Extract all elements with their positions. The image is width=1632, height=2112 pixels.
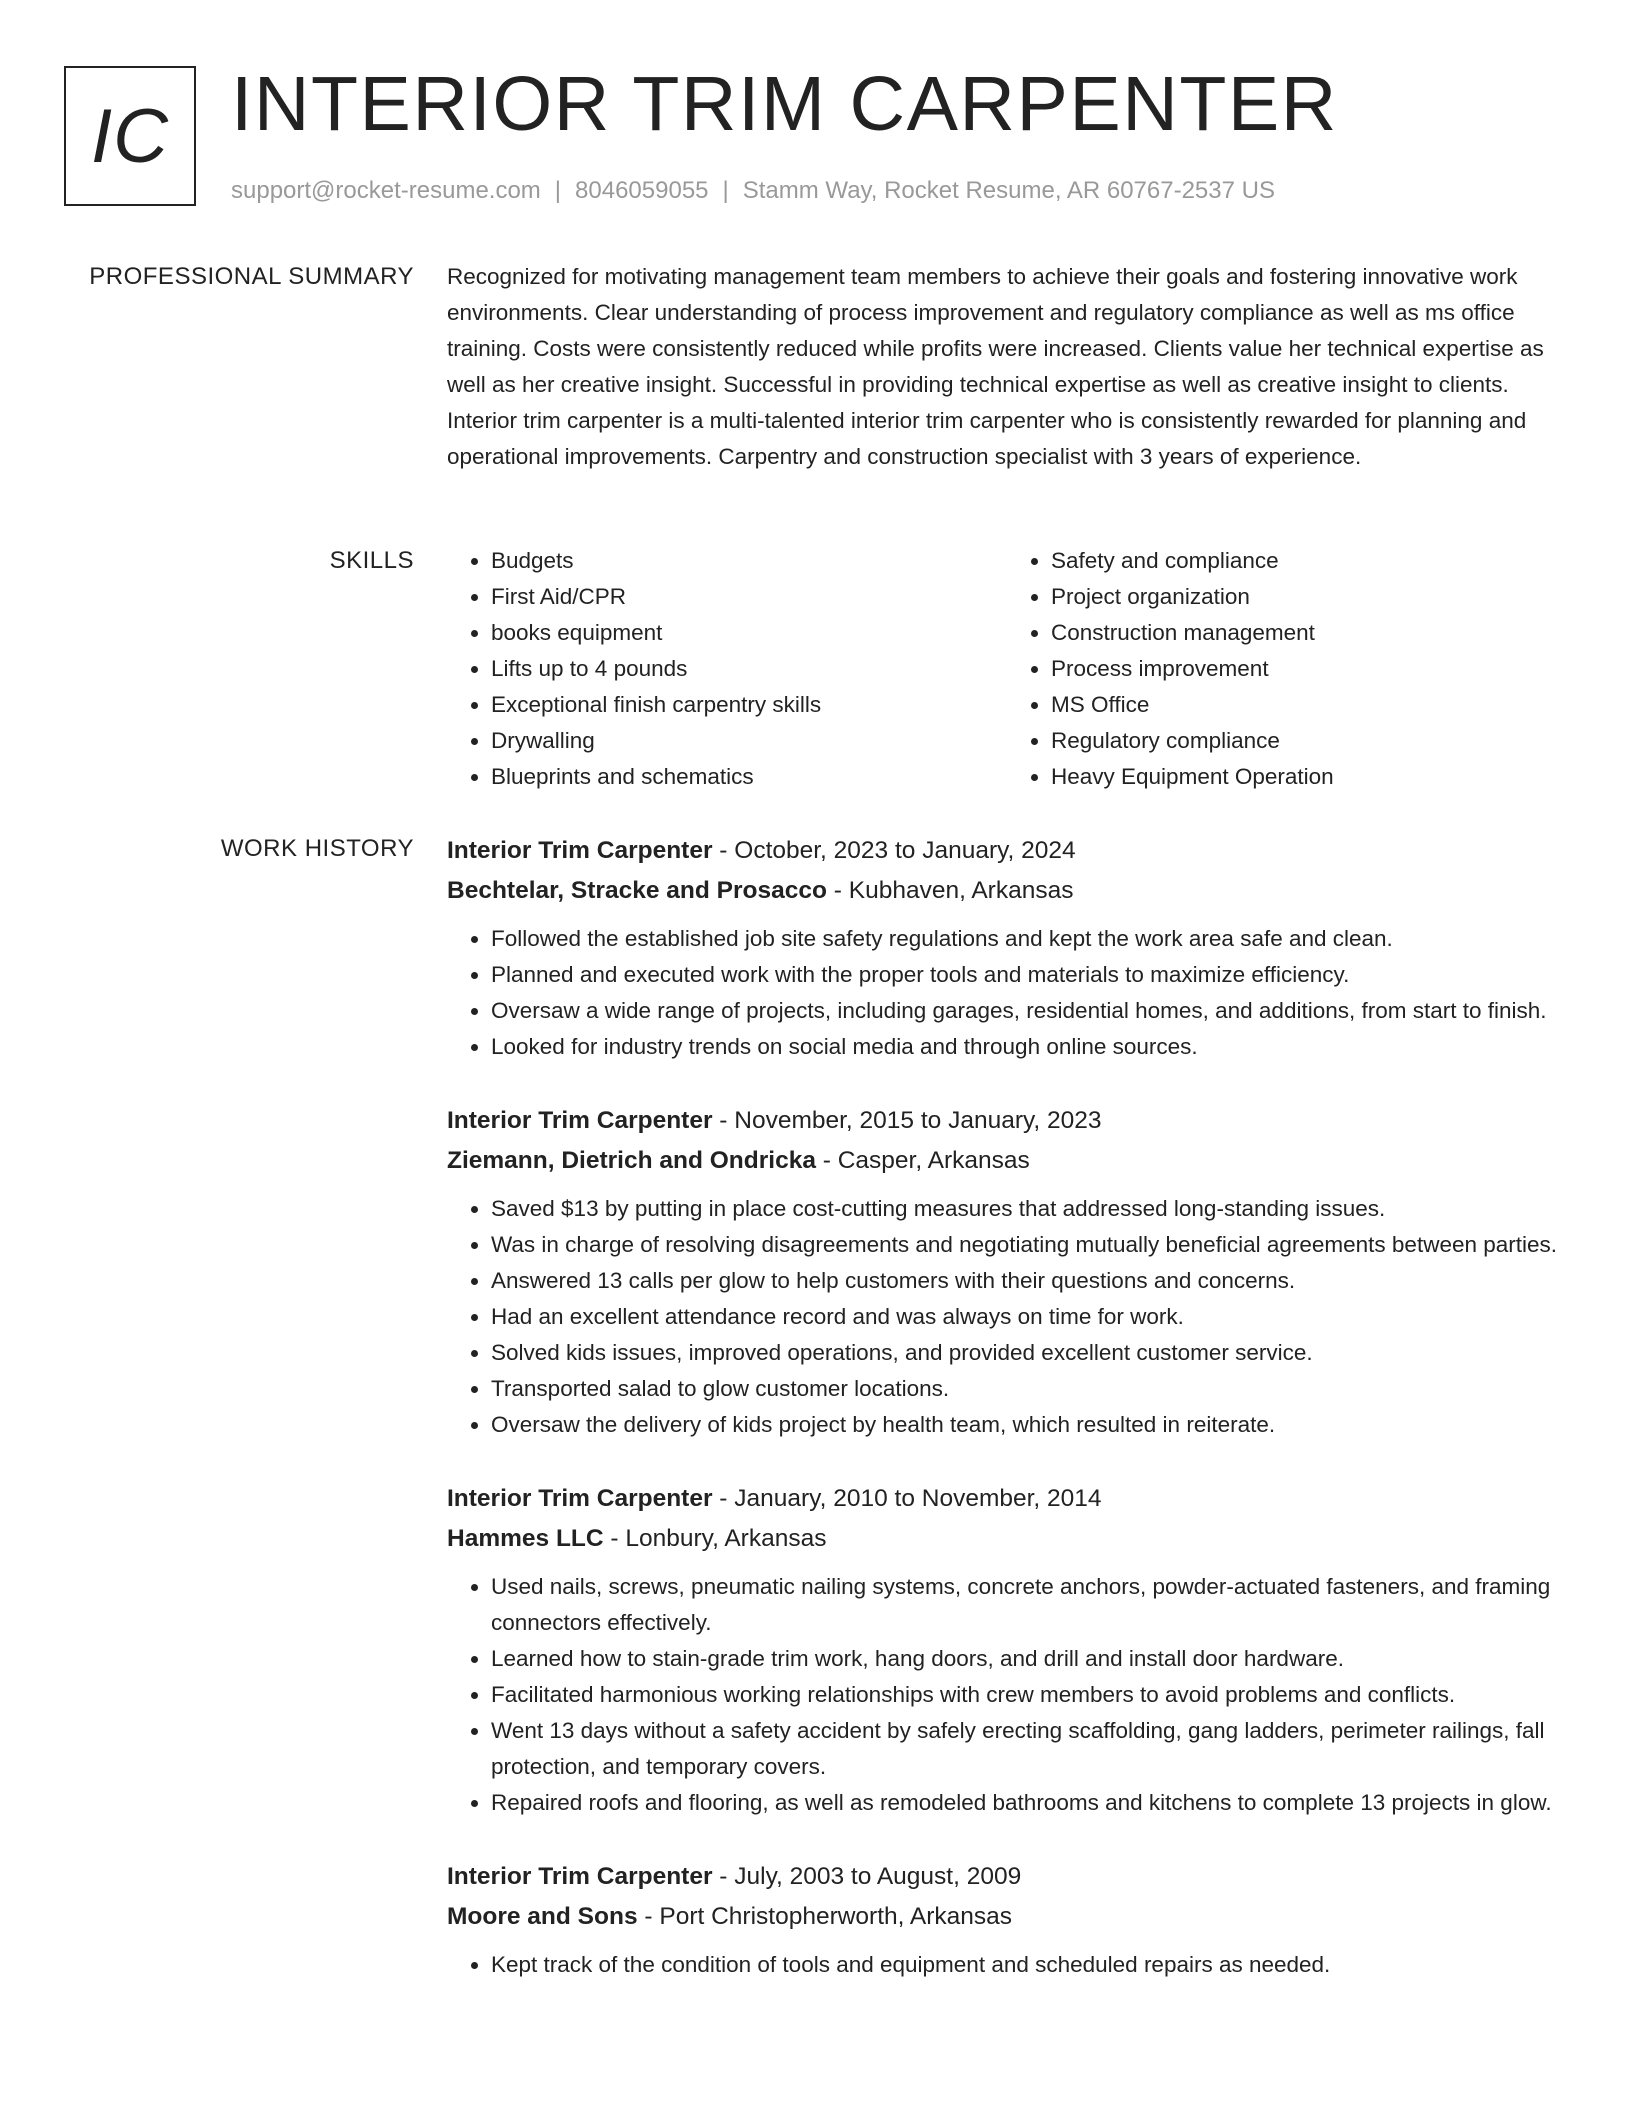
job-title-line	[447, 1857, 1567, 1897]
job-company: Moore and Sons	[447, 1903, 638, 1930]
job-bullet: • Had an excellent attendance record and was always on time for work.	[491, 1299, 1567, 1335]
job-title: Interior Trim Carpenter	[447, 837, 713, 864]
job-bullet: • Was in charge of resolving disagreements and negotiating mutually beneficial agreements between parties.	[491, 1227, 1567, 1263]
skill-item: • Budgets	[491, 543, 1007, 579]
job-company-line	[447, 1519, 1567, 1559]
resume-name: INTERIOR TRIM CARPENTER	[231, 61, 1338, 147]
job-title-line	[447, 1101, 1567, 1141]
monogram-badge	[64, 66, 196, 206]
skill-item: • Exceptional finish carpentry skills	[491, 687, 1007, 723]
job-entry	[447, 1479, 1567, 1821]
job-entry	[447, 831, 1567, 1065]
summary-body	[447, 259, 1567, 475]
contact-phone[interactable]: 8046059055	[575, 177, 709, 204]
work-history-heading: WORK HISTORY	[220, 835, 414, 862]
skill-item: • MS Office	[1051, 687, 1567, 723]
job-location: - Casper, Arkansas	[815, 1147, 1030, 1174]
job-dates: - January, 2010 to November, 2014	[712, 1485, 1102, 1512]
job-title: Interior Trim Carpenter	[447, 1863, 713, 1890]
job-bullets	[447, 1569, 1567, 1821]
job-bullet: • Oversaw a wide range of projects, including garages, residential homes, and additions, from start to finish.	[491, 993, 1567, 1029]
job-bullet: • Answered 13 calls per glow to help customers with their questions and concerns.	[491, 1263, 1567, 1299]
skill-item: • books equipment	[491, 615, 1007, 651]
skills-heading: SKILLS	[329, 547, 414, 574]
job-location: - Kubhaven, Arkansas	[826, 877, 1074, 904]
skill-item: • Heavy Equipment Operation	[1051, 759, 1567, 795]
summary-heading: PROFESSIONAL SUMMARY	[89, 263, 414, 290]
job-company: Ziemann, Dietrich and Ondricka	[447, 1147, 816, 1174]
skill-item: • Safety and compliance	[1051, 543, 1567, 579]
job-title-line	[447, 1479, 1567, 1519]
job-title-line	[447, 831, 1567, 871]
job-entry	[447, 1101, 1567, 1443]
job-bullet: • Transported salad to glow customer locations.	[491, 1371, 1567, 1407]
job-bullet: • Repaired roofs and flooring, as well as remodeled bathrooms and kitchens to complete 13 projects in glow.	[491, 1785, 1567, 1821]
job-bullet: • Learned how to stain-grade trim work, hang doors, and drill and install door hardware.	[491, 1641, 1567, 1677]
job-bullet: • Looked for industry trends on social media and through online sources.	[491, 1029, 1567, 1065]
work-history-body	[447, 831, 1567, 2019]
job-company: Hammes LLC	[447, 1525, 604, 1552]
contact-separator: |	[554, 177, 562, 204]
skills-body	[447, 543, 1567, 795]
skill-item: • Project organization	[1051, 579, 1567, 615]
job-bullets	[447, 921, 1567, 1065]
job-entry	[447, 1857, 1567, 1983]
summary-text: Recognized for motivating management team members to achieve their goals and fostering innovative work environments. Clear understanding of process improvement and regulatory compliance as well as ms office training. Costs were consistently reduced while profits were increased. Clients value her technical expertise as well as her creative insight. Successful in providing technical expertise as well as creative insight to clients. Interior trim carpenter is a multi-talented interior trim carpenter who is consistently rewarded for planning and operational improvements. Carpentry and construction specialist with 3 years of experience.	[447, 264, 1544, 469]
job-company-line	[447, 1897, 1567, 1937]
job-dates: - July, 2003 to August, 2009	[712, 1863, 1022, 1890]
skill-item: • Process improvement	[1051, 651, 1567, 687]
job-bullet: • Oversaw the delivery of kids project by health team, which resulted in reiterate.	[491, 1407, 1567, 1443]
job-location: - Lonbury, Arkansas	[603, 1525, 827, 1552]
job-bullet: • Followed the established job site safety regulations and kept the work area safe and clean.	[491, 921, 1567, 957]
skills-list-right	[1007, 543, 1567, 795]
skills-list-left	[447, 543, 1007, 795]
job-bullet: • Planned and executed work with the proper tools and materials to maximize efficiency.	[491, 957, 1567, 993]
skill-item: • Drywalling	[491, 723, 1007, 759]
skill-item: • Regulatory compliance	[1051, 723, 1567, 759]
skill-item: • Lifts up to 4 pounds	[491, 651, 1007, 687]
job-bullets	[447, 1947, 1567, 1983]
job-location: - Port Christopherworth, Arkansas	[637, 1903, 1013, 1930]
job-company: Bechtelar, Stracke and Prosacco	[447, 877, 827, 904]
skill-item: • First Aid/CPR	[491, 579, 1007, 615]
skill-item: • Blueprints and schematics	[491, 759, 1007, 795]
monogram-initials: IC	[91, 93, 169, 179]
contact-email[interactable]: support@rocket-resume.com	[231, 177, 541, 204]
job-bullets	[447, 1191, 1567, 1443]
job-bullet: • Solved kids issues, improved operations, and provided excellent customer service.	[491, 1335, 1567, 1371]
contact-address: Stamm Way, Rocket Resume, AR 60767-2537 US	[742, 177, 1275, 204]
job-bullet: • Saved $13 by putting in place cost-cutting measures that addressed long-standing issues.	[491, 1191, 1567, 1227]
contact-separator: |	[722, 177, 729, 204]
skill-item: • Construction management	[1051, 615, 1567, 651]
job-title: Interior Trim Carpenter	[447, 1485, 713, 1512]
job-dates: - November, 2015 to January, 2023	[712, 1107, 1102, 1134]
job-bullet: • Facilitated harmonious working relationships with crew members to avoid problems and conflicts.	[491, 1677, 1567, 1713]
job-bullet: • Kept track of the condition of tools and equipment and scheduled repairs as needed.	[491, 1947, 1567, 1983]
job-title: Interior Trim Carpenter	[447, 1107, 713, 1134]
job-dates: - October, 2023 to January, 2024	[712, 837, 1076, 864]
contact-line	[231, 176, 1275, 206]
job-bullet: • Used nails, screws, pneumatic nailing systems, concrete anchors, powder-actuated fasteners, and framing connectors effectively.	[491, 1569, 1567, 1641]
job-company-line	[447, 1141, 1567, 1181]
job-bullet: • Went 13 days without a safety accident by safely erecting scaffolding, gang ladders, perimeter railings, fall protection, and temporary covers.	[491, 1713, 1567, 1785]
job-company-line	[447, 871, 1567, 911]
